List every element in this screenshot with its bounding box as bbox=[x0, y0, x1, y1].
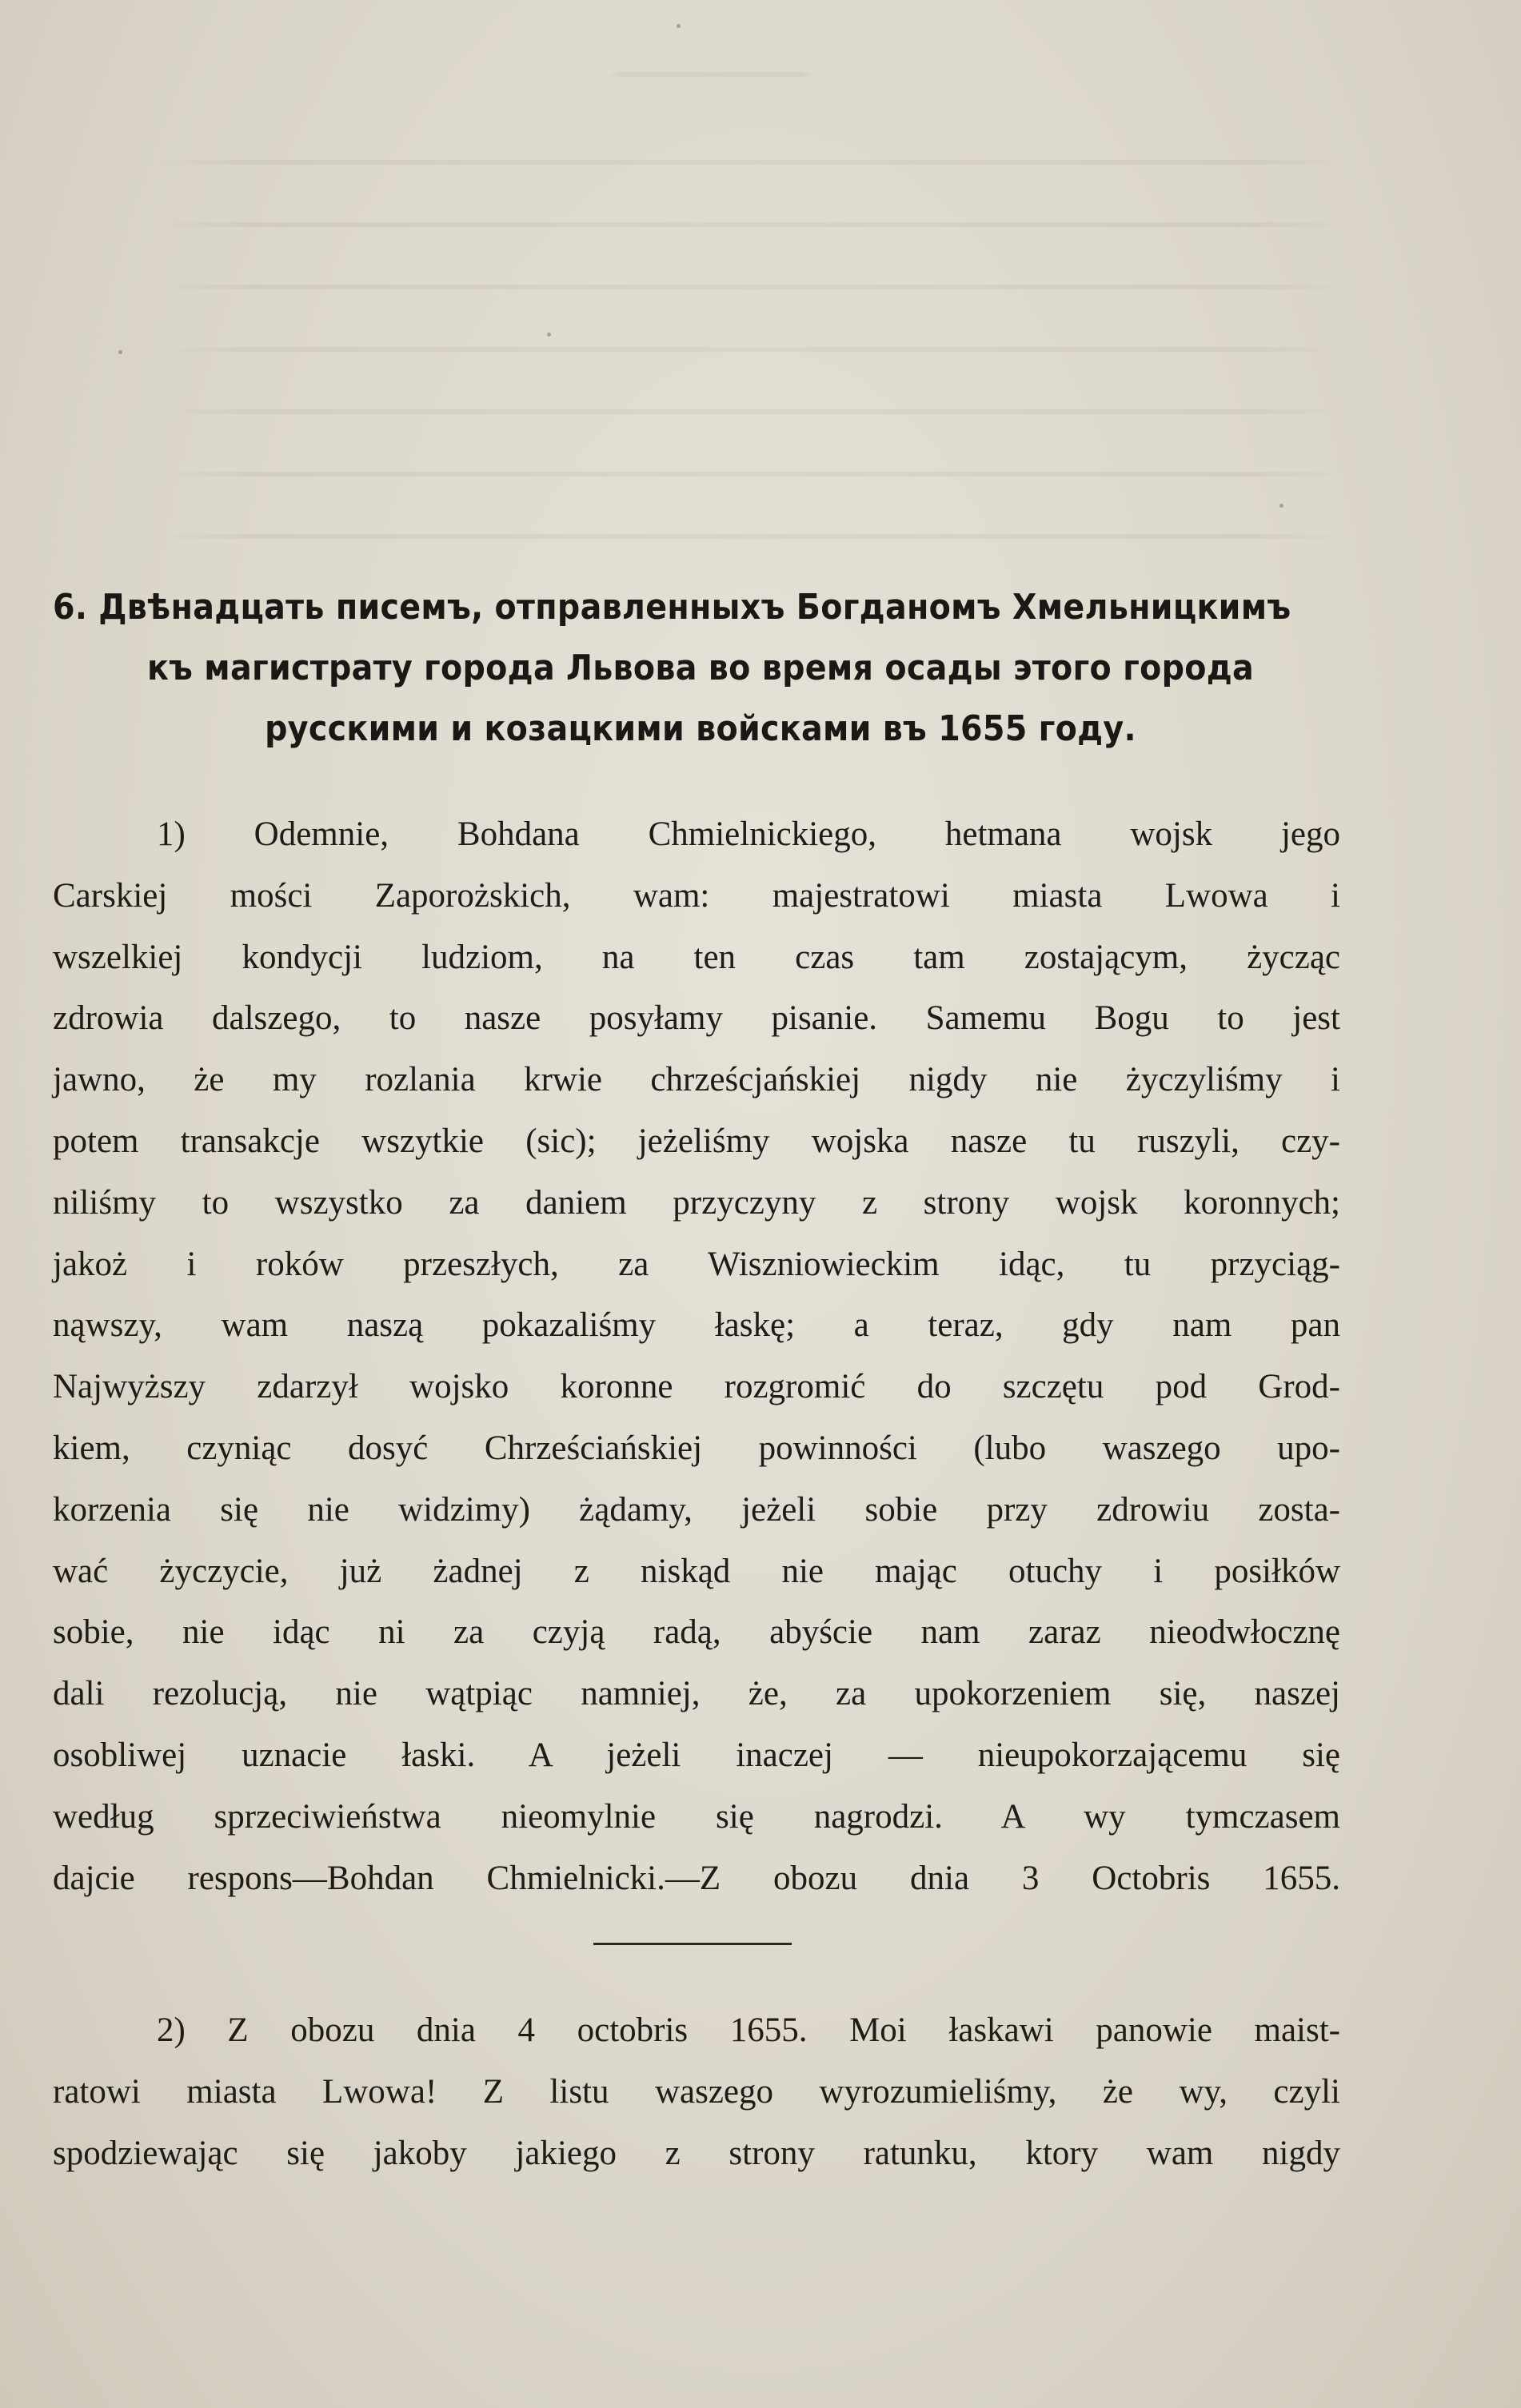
text-line: dajcie respons—Bohdan Chmielnicki.—Z obozu dnia 3 Octobris 1655. bbox=[53, 1859, 1340, 1897]
bleed-line bbox=[608, 72, 816, 77]
bleed-line bbox=[160, 222, 1343, 227]
speck bbox=[1279, 504, 1283, 508]
text-line: zdrowia dalszego, to nasze posyłamy pisanie. Samemu Bogu to jest bbox=[53, 999, 1340, 1038]
bleed-line bbox=[160, 285, 1343, 289]
bleed-line bbox=[160, 409, 1343, 414]
bleed-line bbox=[160, 534, 1343, 539]
speck bbox=[677, 24, 681, 28]
speck bbox=[547, 333, 551, 337]
text-line: potem transakcje wszytkie (sic); jeżeliśmy wojska nasze tu ruszyli, czy- bbox=[53, 1122, 1340, 1160]
speck bbox=[118, 350, 122, 354]
text-line: ratowi miasta Lwowa! Z listu waszego wyrozumieliśmy, że wy, czyli bbox=[53, 2072, 1340, 2111]
text-line: wać życzycie, już żadnej z niskąd nie mając otuchy i posiłków bbox=[53, 1552, 1340, 1590]
heading-line-1: 6. Двѣнадцать писемъ, отправленныхъ Богданомъ Хмельницкимъ bbox=[53, 587, 1291, 628]
section-divider bbox=[593, 1943, 792, 1945]
text-line: jakoż i roków przeszłych, za Wiszniowieckim idąc, tu przyciąg- bbox=[53, 1245, 1340, 1283]
heading-line-2: къ магистрату города Львова во время осады этого города bbox=[147, 648, 1254, 688]
text-line: nąwszy, wam naszą pokazaliśmy łaskę; a teraz, gdy nam pan bbox=[53, 1306, 1340, 1345]
heading-line-3: русскими и козацкими войсками въ 1655 году. bbox=[265, 708, 1136, 749]
bleed-line bbox=[160, 160, 1343, 165]
text-line: jawno, że my rozlania krwie chrześcjańskiej nigdy nie życzyliśmy i bbox=[53, 1061, 1340, 1099]
text-line: Carskiej mości Zaporożskich, wam: majestratowi miasta Lwowa i bbox=[53, 876, 1340, 915]
text-line: spodziewając się jakoby jakiego z strony ratunku, ktory wam nigdy bbox=[53, 2134, 1340, 2172]
text-line: wszelkiej kondycji ludziom, na ten czas tam zostającym, życząc bbox=[53, 938, 1340, 976]
bleed-line bbox=[160, 472, 1343, 476]
text-line: kiem, czyniąc dosyć Chrześciańskiej powinności (lubo waszego upo- bbox=[53, 1429, 1340, 1467]
text-line: 2) Z obozu dnia 4 octobris 1655. Moi łaskawi panowie maist- bbox=[157, 2011, 1340, 2049]
letter-1-text bbox=[53, 804, 1340, 1909]
text-line: dali rezolucją, nie wątpiąc namniej, że, za upokorzeniem się, naszej bbox=[53, 1675, 1340, 1713]
text-line: niliśmy to wszystko za daniem przyczyny z strony wojsk koronnych; bbox=[53, 1183, 1340, 1222]
text-line: 1) Odemnie, Bohdana Chmielnickiego, hetmana wojsk jego bbox=[157, 815, 1340, 853]
text-line: Najwyższy zdarzył wojsko koronne rozgromić do szczętu pod Grod- bbox=[53, 1368, 1340, 1406]
text-line: korzenia się nie widzimy) żądamy, jeżeli sobie przy zdrowiu zosta- bbox=[53, 1490, 1340, 1529]
section-heading bbox=[53, 577, 1348, 759]
text-line: osobliwej uznacie łaski. A jeżeli inaczej — nieupokorzającemu się bbox=[53, 1736, 1340, 1774]
letter-2-text bbox=[53, 2000, 1340, 2184]
text-line: według sprzeciwieństwa nieomylnie się nagrodzi. A wy tymczasem bbox=[53, 1797, 1340, 1836]
bleed-line bbox=[160, 347, 1343, 352]
text-line: sobie, nie idąc ni za czyją radą, abyście nam zaraz nieodwłocznę bbox=[53, 1613, 1340, 1652]
